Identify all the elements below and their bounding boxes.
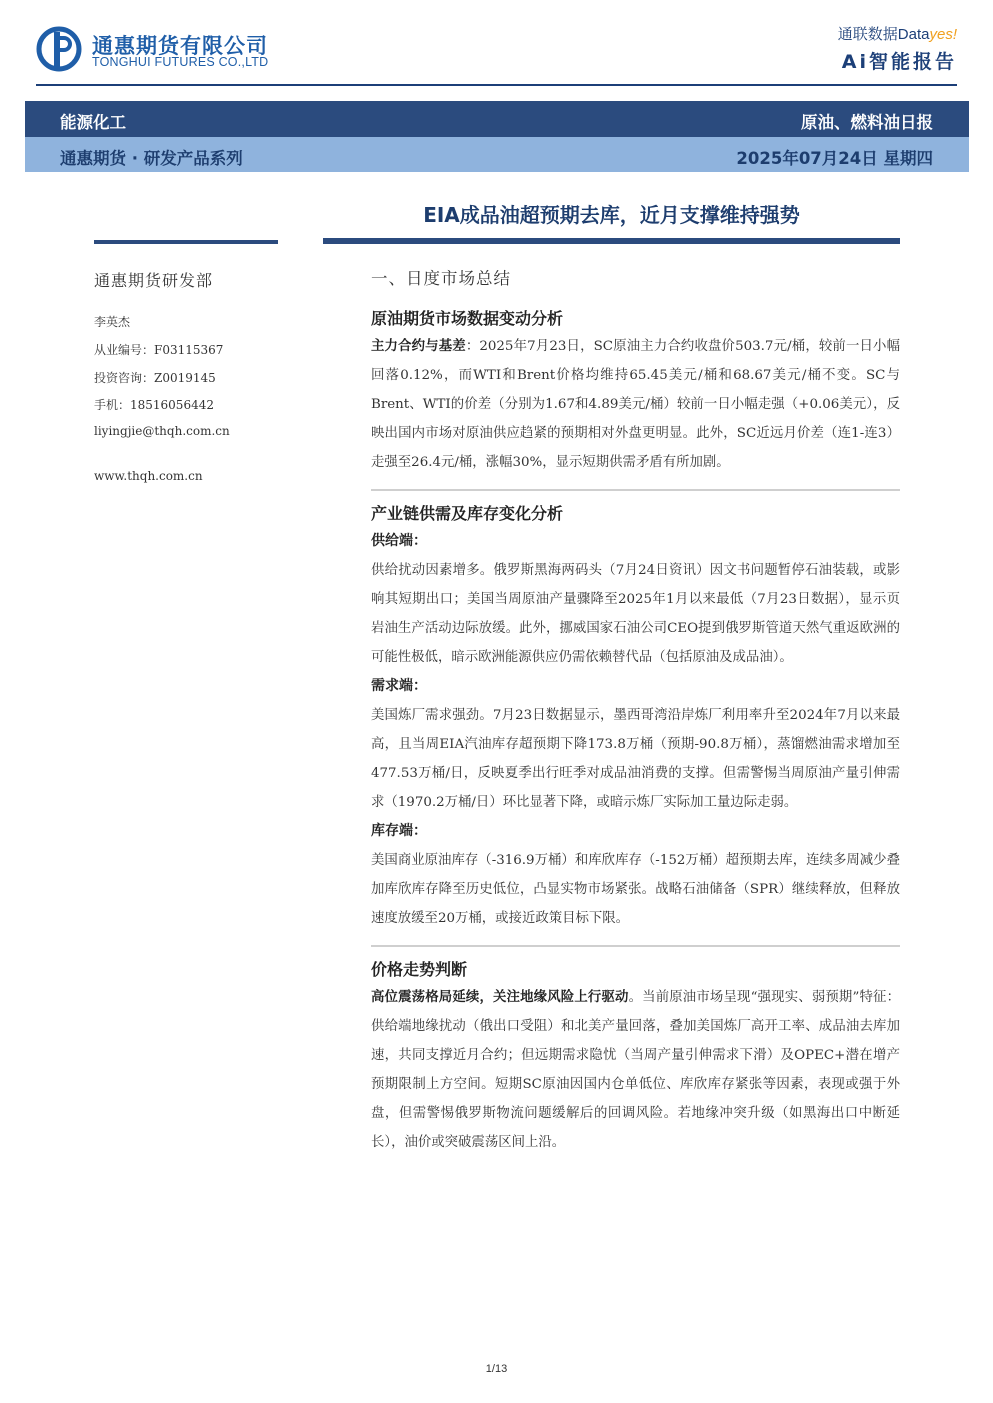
- sector-label: 能源化工: [60, 113, 126, 132]
- license-number: 从业编号：F03115367: [94, 343, 224, 357]
- brand-name-cn: 通惠期货有限公司: [92, 34, 268, 58]
- phone-number: 手机：18516056442: [94, 398, 214, 412]
- section-divider: [371, 945, 900, 947]
- email-link[interactable]: liyingjie@thqh.com.cn: [94, 424, 230, 438]
- analyst-name: 李英杰: [94, 315, 131, 329]
- chain-analysis-heading: 产业链供需及库存变化分析: [371, 504, 564, 523]
- sidebar-divider: [94, 240, 278, 244]
- advisory-number: 投资咨询：Z0019145: [94, 371, 216, 385]
- supply-label: 供给端：: [371, 533, 427, 549]
- inventory-label: 库存端：: [371, 823, 427, 839]
- website-link[interactable]: www.thqh.com.cn: [94, 469, 203, 483]
- crude-analysis-paragraph: [371, 332, 900, 477]
- title-divider: [323, 238, 900, 244]
- page-title: EIA成品油超预期去库，近月支撑维持强势: [423, 203, 800, 227]
- partner-logo: [838, 23, 957, 44]
- report-type: 原油、燃料油日报: [801, 113, 933, 132]
- main-content: [371, 262, 900, 1157]
- price-lead: 高位震荡格局延续，关注地缘风险上行驱动: [371, 990, 629, 1005]
- section-divider: [371, 489, 900, 491]
- price-judgement-heading: 价格走势判断: [371, 960, 468, 979]
- company-logo-icon: [36, 26, 82, 72]
- inventory-paragraph: 美国商业原油库存（-316.9万桶）和库欣库存（-152万桶）超预期去库，连续多周减少叠加库欣库存降至历史低位，凸显实物市场紧张。战略石油储备（SPR）继续释放，但释放速度放缓至20万桶，或接近政策目标下限。: [371, 853, 900, 926]
- demand-paragraph: 美国炼厂需求强劲。7月23日数据显示，墨西哥湾沿岸炼厂利用率升至2024年7月以来最高，且当周EIA汽油库存超预期下降173.8万桶（预期-90.8万桶），蒸馏燃油需求增加至477.53万桶/日，反映夏季出行旺季对成品油消费的支撑。但需警惕当周原油产量引伸需求（1970.2万桶/日）环比显著下降，或暗示炼厂实际加工量边际走弱。: [371, 708, 900, 810]
- crude-lead: 主力合约与基差: [371, 339, 466, 354]
- header-divider: [36, 84, 957, 86]
- department-name: 通惠期货研发部: [94, 271, 214, 290]
- partner-prefix: 通联数据: [837, 26, 898, 43]
- brand-name-en: TONGHUI FUTURES CO.,LTD: [92, 55, 269, 69]
- crude-analysis-heading: 原油期货市场数据变动分析: [371, 309, 564, 328]
- demand-label: 需求端：: [371, 678, 427, 694]
- banner-bottom: [25, 137, 969, 172]
- price-body: 。当前原油市场呈现“强现实、弱预期”特征：供给端地缘扰动（俄出口受阻）和北美产量回落，叠加美国炼厂高开工率、成品油去库加速，共同支撑近月合约；但远期需求隐忧（当周产量引伸需求下滑）及OPEC+潜在增产预期限制上方空间。短期SC原油因国内仓单低位、库欣库存紧张等因素，表现或强于外盘，但需警惕俄罗斯物流问题缓解后的回调风险。若地缘冲突升级（如黑海出口中断延长），油价或突破震荡区间上沿。: [371, 990, 900, 1150]
- page-number: 1/13: [485, 1363, 508, 1375]
- report-date: 2025年07月24日 星期四: [736, 149, 933, 168]
- partner-brand: Data: [897, 26, 930, 43]
- ai-report-label: Ai智能报告: [841, 51, 957, 73]
- banner-top: [25, 101, 969, 137]
- section-title: 一、日度市场总结: [371, 269, 511, 288]
- partner-accent: yes!: [929, 26, 957, 43]
- price-paragraph: [371, 983, 900, 1157]
- series-label: 通惠期货 · 研发产品系列: [60, 149, 243, 168]
- crude-body: ：2025年7月23日，SC原油主力合约收盘价503.7元/桶，较前一日小幅回落0.12%，而WTI和Brent价格均维持65.45美元/桶和68.67美元/桶不变。SC与Brent、WTI的价差（分别为1.67和4.89美元/桶）较前一日小幅走强（+0.06美元），反映出国内市场对原油供应趋紧的预期相对外盘更明显。此外，SC近远月价差（连1-连3）走强至26.4元/桶，涨幅30%，显示短期供需矛盾有所加剧。: [371, 339, 900, 470]
- supply-paragraph: 供给扰动因素增多。俄罗斯黑海两码头（7月24日资讯）因文书问题暂停石油装载，或影响其短期出口；美国当周原油产量骤降至2025年1月以来最低（7月23日数据），显示页岩油生产活动边际放缓。此外，挪威国家石油公司CEO提到俄罗斯管道天然气重返欧洲的可能性极低，暗示欧洲能源供应仍需依赖替代品（包括原油及成品油）。: [371, 563, 900, 665]
